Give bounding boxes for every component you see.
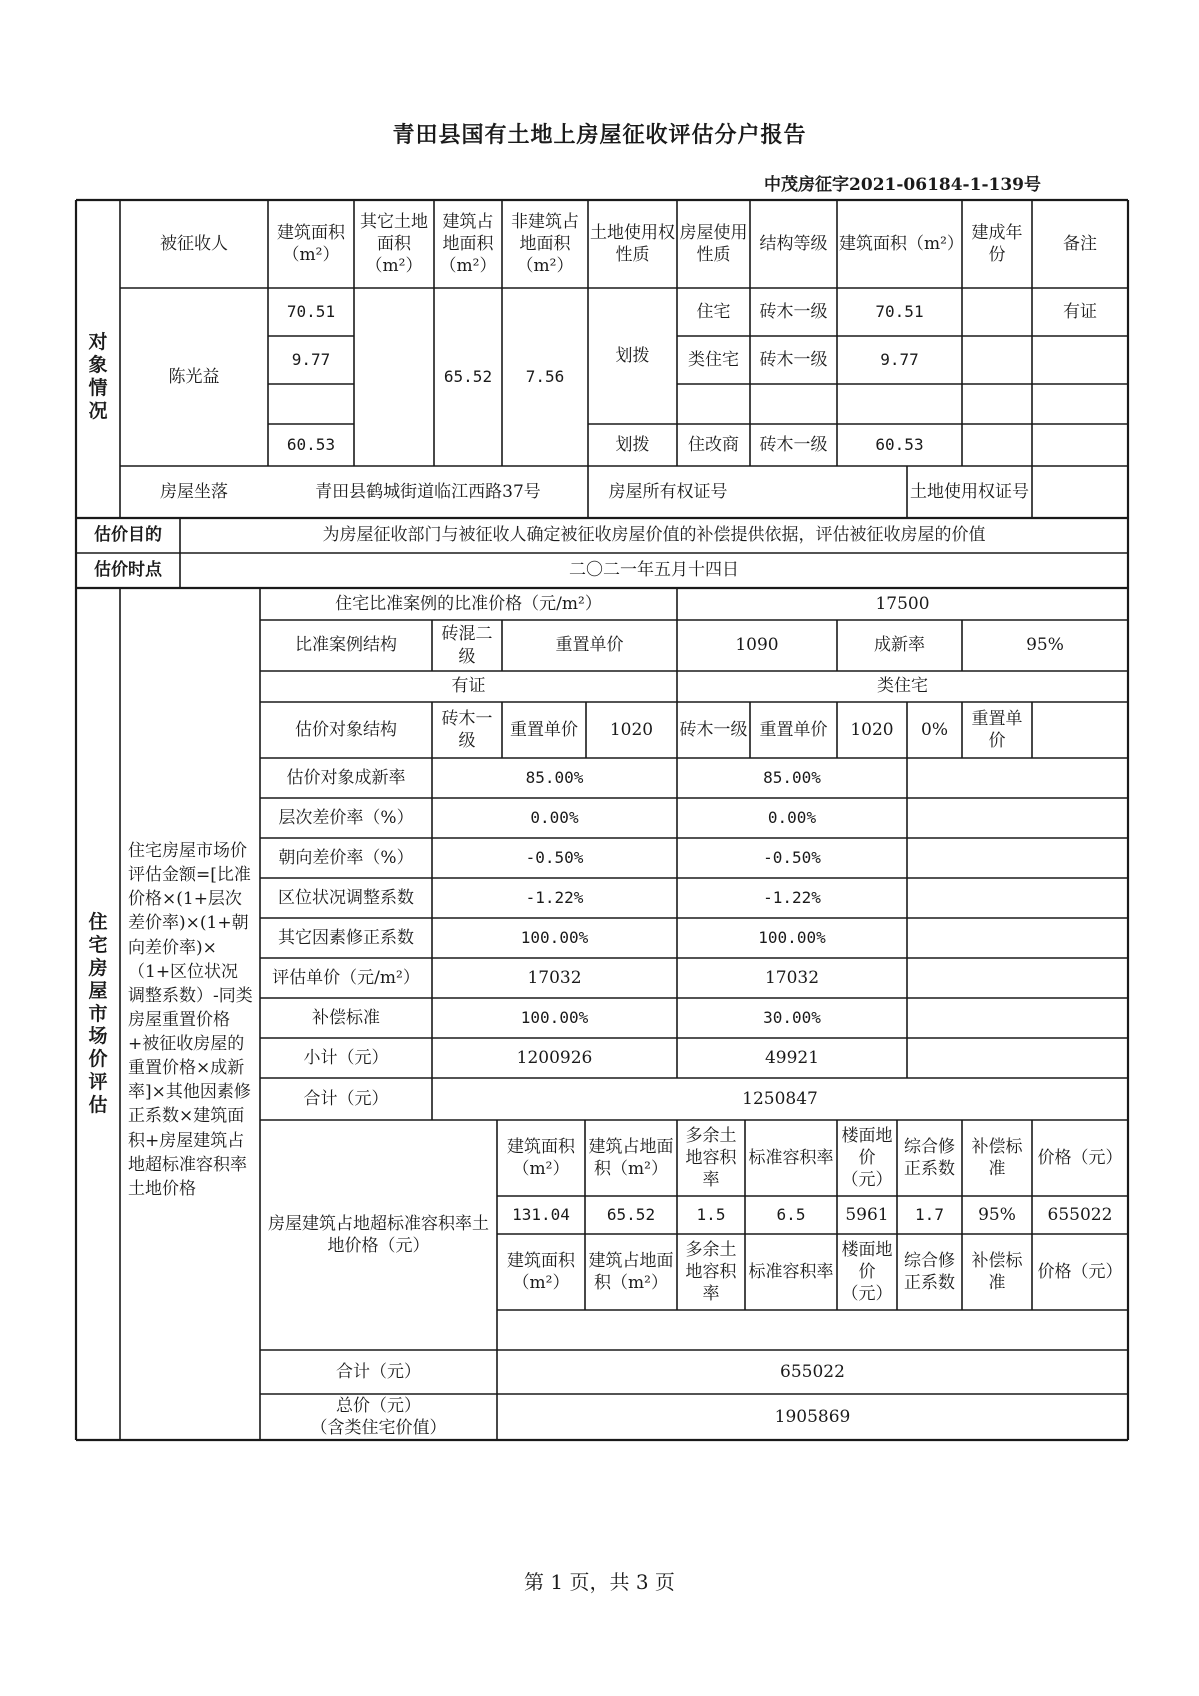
row-a-other-factor: 100.00% bbox=[520, 927, 589, 947]
object-structure-label: 估价对象结构 bbox=[295, 719, 397, 740]
land-header-standard-far-2: 标准容积率 bbox=[748, 1261, 834, 1282]
row-a-unit-price: 17032 bbox=[527, 967, 582, 988]
land-header-excess-far: 多余土地容积率 bbox=[685, 1125, 737, 1191]
row-label-orientation: 朝向差价率（%） bbox=[278, 847, 414, 868]
header-land-use: 土地使用权性质 bbox=[590, 222, 675, 265]
land-value-occupied: 65.52 bbox=[606, 1204, 656, 1224]
row-label-unit-price: 评估单价（元/m²） bbox=[272, 967, 420, 988]
row-label-subtotal: 小计（元） bbox=[303, 1047, 389, 1068]
header-structure: 结构等级 bbox=[759, 233, 828, 254]
row-label-floor-diff: 层次差价率（%） bbox=[278, 807, 414, 828]
land-header-compensation-2: 补偿标准 bbox=[971, 1250, 1023, 1293]
comp-structure-value: 砖混二级 bbox=[441, 624, 493, 667]
land-value-floor-price: 5961 bbox=[845, 1204, 889, 1225]
structure-row-1: 砖木一级 bbox=[759, 301, 828, 322]
report-title: 青田县国有土地上房屋征收评估分户报告 bbox=[392, 122, 807, 148]
land-value-standard-far: 6.5 bbox=[776, 1204, 806, 1224]
row-a-floor-diff: 0.00% bbox=[530, 807, 579, 827]
row-a-location-adjust: -1.22% bbox=[525, 887, 584, 907]
house-use-row-2: 类住宅 bbox=[688, 349, 739, 370]
land-price-label: 房屋建筑占地超标准容积率土地价格（元） bbox=[268, 1213, 489, 1256]
column-b-header: 类住宅 bbox=[877, 676, 928, 697]
remark-row-2 bbox=[1032, 336, 1128, 384]
comp-price-value: 17500 bbox=[875, 593, 930, 614]
land-header-excess-far-2: 多余土地容积率 bbox=[685, 1239, 737, 1305]
structure-row-3 bbox=[750, 384, 837, 424]
b-replace-label: 重置单价 bbox=[759, 719, 828, 740]
valuation-date-value: 二〇二一年五月十四日 bbox=[569, 560, 739, 581]
land-header-floor-price-2: 楼面地价（元） bbox=[841, 1239, 893, 1305]
row-b-other-factor: 100.00% bbox=[758, 927, 826, 947]
area2-row-4: 60.53 bbox=[875, 434, 924, 454]
owner-name: 陈光益 bbox=[168, 366, 220, 387]
c-value: 0% bbox=[921, 719, 948, 740]
land-header-floor-price: 楼面地价（元） bbox=[841, 1125, 893, 1191]
land-header-occupied: 建筑占地面积（m²） bbox=[588, 1136, 674, 1179]
header-build-area: 建筑面积（m²） bbox=[277, 222, 345, 265]
house-use-row-4: 住改商 bbox=[688, 434, 739, 455]
land-total-value: 655022 bbox=[780, 1361, 845, 1382]
header-occupied-area: 建筑占地面积（m²） bbox=[439, 211, 497, 277]
location-label: 房屋坐落 bbox=[160, 481, 228, 502]
header-owner: 被征收人 bbox=[160, 233, 228, 254]
header-remark: 备注 bbox=[1063, 233, 1097, 254]
section-label-market: 住 宅 房 屋 市 场 价 评 估 bbox=[88, 911, 108, 1116]
row-label-other-factor: 其它因素修正系数 bbox=[278, 927, 414, 948]
header-other-land: 其它土地面积（m²） bbox=[360, 211, 428, 277]
valuation-formula: 住宅房屋市场价评估金额=[比准价格×(1+层次差价率)×(1+朝向差价率)×（1+区位状况调整系数）-同类房屋重置价格+被征收房屋的重置价格×成新率]×其他因素修正系数×建筑面积+房屋建筑占地超标准容积率土地价格 bbox=[128, 841, 253, 1199]
occupied-area-value: 65.52 bbox=[443, 366, 493, 386]
area-value-1: 70.51 bbox=[286, 301, 336, 321]
b-replace-value: 1020 bbox=[850, 719, 894, 740]
valuation-date-label: 估价时点 bbox=[94, 560, 162, 581]
land-header-correction: 综合修正系数 bbox=[904, 1136, 955, 1179]
land-header-price: 价格（元） bbox=[1037, 1147, 1123, 1168]
grand-total-label: 总价（元） （含类住宅价值） bbox=[310, 1395, 447, 1438]
a-replace-label: 重置单价 bbox=[510, 719, 578, 740]
header-built-year: 建成年份 bbox=[971, 222, 1023, 265]
header-non-occupied-area: 非建筑占地面积（m²） bbox=[511, 211, 579, 277]
a-replace-value: 1020 bbox=[609, 719, 654, 740]
land-value-price: 655022 bbox=[1047, 1204, 1113, 1225]
document-number: 中茂房征字2021-06184-1-139号 bbox=[764, 175, 1041, 195]
remark-row-4 bbox=[1032, 424, 1128, 466]
row-label-compensation: 补偿标准 bbox=[312, 1007, 380, 1028]
house-use-row-1: 住宅 bbox=[696, 301, 731, 322]
market-total-label: 合计（元） bbox=[303, 1088, 389, 1109]
c-replace-label: 重置单价 bbox=[971, 708, 1023, 751]
area2-row-1: 70.51 bbox=[875, 301, 924, 321]
land-value-excess-far: 1.5 bbox=[696, 1204, 726, 1224]
row-b-orientation: -0.50% bbox=[763, 847, 821, 867]
house-use-row-3 bbox=[677, 384, 750, 424]
ownership-cert-label: 房屋所有权证号 bbox=[608, 481, 728, 502]
area-value-3 bbox=[268, 384, 354, 424]
row-b-floor-diff: 0.00% bbox=[767, 807, 817, 827]
row-a-orientation: -0.50% bbox=[525, 847, 584, 867]
row-b-compensation: 30.00% bbox=[763, 1007, 821, 1027]
header-area-2: 建筑面积（m²） bbox=[839, 233, 964, 254]
area2-row-3 bbox=[837, 384, 962, 424]
comp-structure-label: 比准案例结构 bbox=[295, 635, 397, 656]
comp-replace-value: 1090 bbox=[735, 635, 779, 656]
remark-row-3 bbox=[1032, 384, 1128, 424]
comp-replace-label: 重置单价 bbox=[555, 635, 624, 656]
purpose-label: 估价目的 bbox=[94, 525, 162, 546]
row-b-newness: 85.00% bbox=[763, 767, 821, 787]
market-total-value: 1250847 bbox=[742, 1088, 818, 1109]
header-house-use: 房屋使用性质 bbox=[679, 222, 748, 265]
area-value-2: 9.77 bbox=[291, 349, 331, 369]
land-use-value-2: 划拨 bbox=[615, 434, 650, 455]
land-use-value-1: 划拨 bbox=[615, 345, 650, 366]
land-header-compensation: 补偿标准 bbox=[971, 1136, 1023, 1179]
remark-row-1: 有证 bbox=[1063, 301, 1097, 322]
purpose-value: 为房屋征收部门与被征收人确定被征收房屋价值的补偿提供依据，评估被征收房屋的价值 bbox=[322, 525, 986, 546]
section-label-object: 对 象 情 况 bbox=[88, 331, 108, 422]
land-header-area: 建筑面积（m²） bbox=[507, 1136, 575, 1179]
row-b-subtotal: 49921 bbox=[764, 1047, 820, 1068]
area-value-4: 60.53 bbox=[286, 434, 336, 454]
land-header-correction-2: 综合修正系数 bbox=[904, 1250, 955, 1293]
row-a-newness: 85.00% bbox=[525, 767, 584, 787]
grand-total-value: 1905869 bbox=[774, 1406, 851, 1427]
land-header-price-2: 价格（元） bbox=[1037, 1261, 1123, 1282]
land-header-occupied-2: 建筑占地面积（m²） bbox=[588, 1250, 674, 1293]
area2-row-2: 9.77 bbox=[880, 349, 919, 369]
land-value-correction: 1.7 bbox=[915, 1204, 944, 1224]
page-footer: 第 1 页，共 3 页 bbox=[524, 1570, 675, 1594]
comp-newness-label: 成新率 bbox=[874, 635, 925, 656]
structure-row-4: 砖木一级 bbox=[759, 434, 828, 455]
land-header-standard-far: 标准容积率 bbox=[748, 1147, 834, 1168]
row-label-newness: 估价对象成新率 bbox=[286, 767, 406, 788]
row-a-subtotal: 1200926 bbox=[516, 1047, 593, 1068]
comp-price-label: 住宅比准案例的比准价格（元/m²） bbox=[335, 593, 602, 614]
row-a-compensation: 100.00% bbox=[520, 1007, 589, 1027]
land-cert-label: 土地使用权证号 bbox=[910, 481, 1029, 502]
land-value-compensation: 95% bbox=[978, 1204, 1016, 1225]
b-structure-value: 砖木一级 bbox=[679, 719, 748, 740]
comp-newness-value: 95% bbox=[1026, 635, 1064, 656]
row-b-unit-price: 17032 bbox=[764, 967, 820, 988]
land-value-area: 131.04 bbox=[512, 1204, 570, 1224]
land-total-label: 合计（元） bbox=[336, 1361, 421, 1382]
land-header-area-2: 建筑面积（m²） bbox=[507, 1250, 575, 1293]
column-a-header: 有证 bbox=[451, 676, 486, 697]
row-b-location-adjust: -1.22% bbox=[763, 887, 821, 907]
non-occupied-area-value: 7.56 bbox=[525, 366, 565, 386]
a-structure-value: 砖木一级 bbox=[441, 708, 493, 751]
location-value: 青田县鹤城街道临江西路37号 bbox=[315, 481, 541, 502]
row-label-location-adjust: 区位状况调整系数 bbox=[278, 887, 414, 908]
structure-row-2: 砖木一级 bbox=[759, 349, 828, 370]
